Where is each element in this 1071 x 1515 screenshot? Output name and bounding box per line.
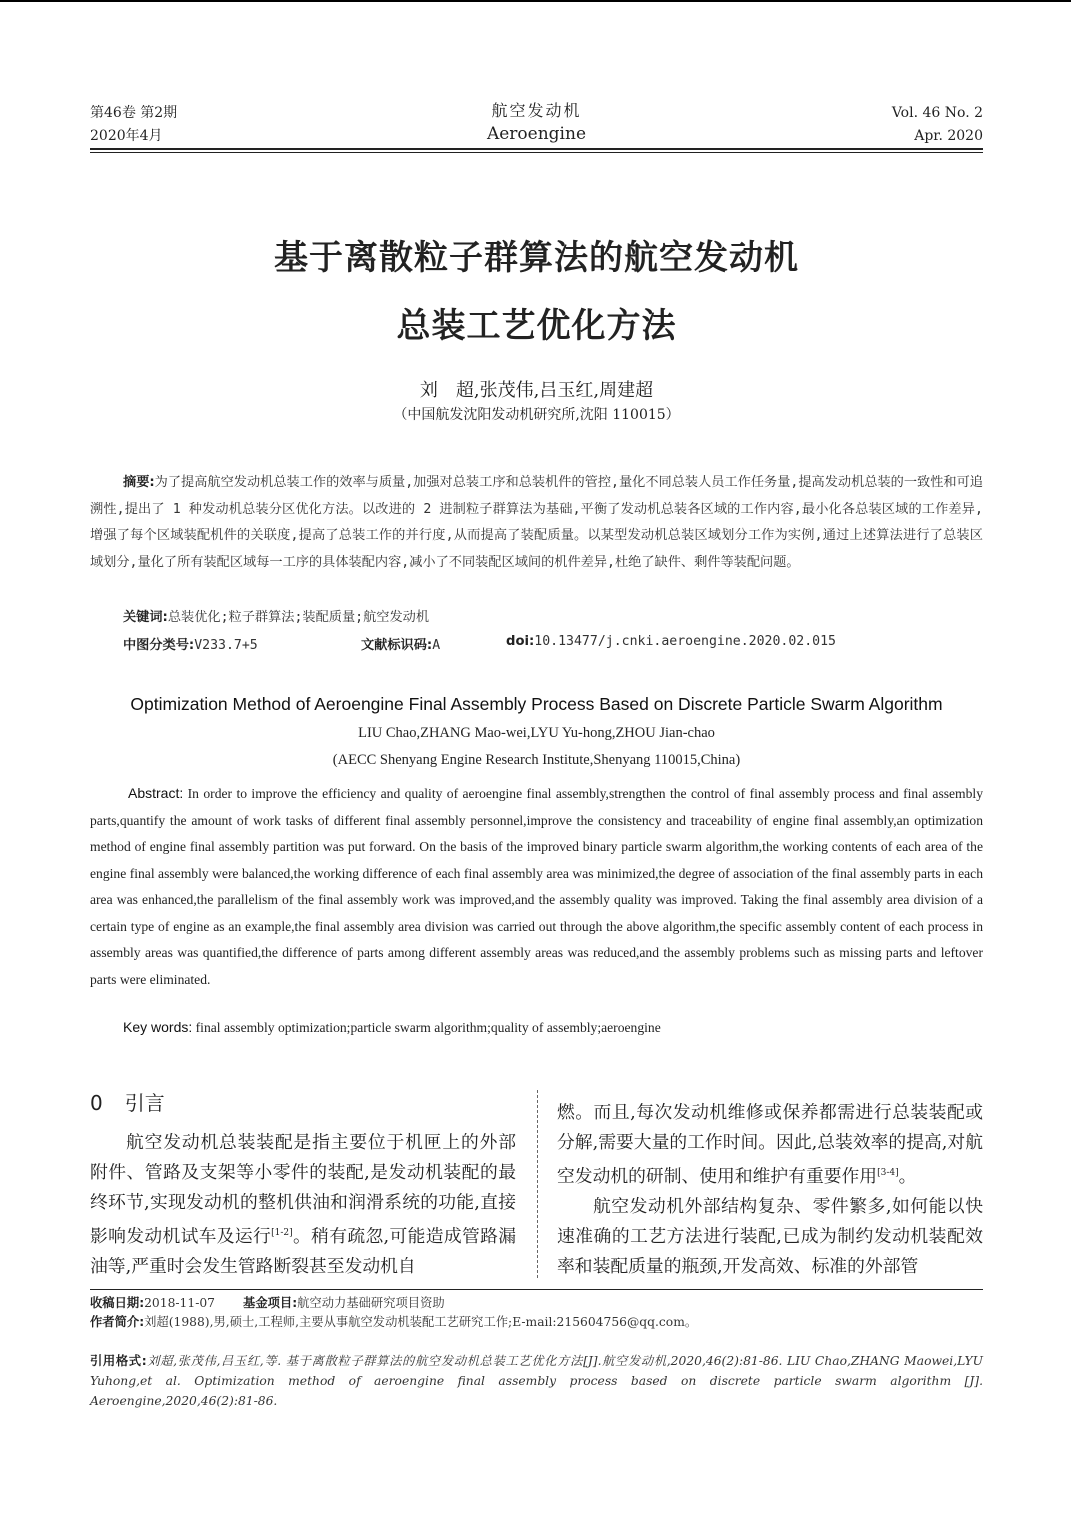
section-heading	[90, 1088, 516, 1118]
doc-code-value: A	[432, 638, 441, 653]
body-column-left	[90, 1088, 516, 1282]
journal-header	[90, 100, 983, 150]
paper-title-en: Optimization Method of Aeroengine Final Assembly Process Based on Discrete Particle Swarm Algorithm	[130, 694, 943, 714]
abstract-en-label: Abstract:	[128, 785, 184, 801]
authors-cn: 刘 超,张茂伟,吕玉红,周建超	[419, 380, 654, 401]
paper-title-line2: 总装工艺优化方法	[396, 306, 677, 346]
reference-marker[interactable]: [1-2]	[271, 1228, 293, 1238]
keywords-en	[123, 1019, 661, 1036]
authors-en: LIU Chao,ZHANG Mao-wei,LYU Yu-hong,ZHOU Jian-chao	[358, 725, 715, 741]
journal-name-cn: 航空发动机	[491, 101, 582, 120]
keywords-cn	[123, 606, 429, 625]
doc-code-label: 文献标识码:	[361, 638, 433, 653]
keywords-en-label: Key words:	[123, 1019, 193, 1035]
body-column-right	[557, 1098, 983, 1282]
doc-code-item	[361, 634, 440, 653]
footnote-received	[90, 1293, 990, 1311]
body-paragraph: 航空发动机外部结构复杂、零件繁多,如何能以快速准确的工艺方法进行装配,已成为制约发动机装配效率和装配质量的瓶颈,开发高效、标准的外部管	[557, 1195, 983, 1277]
fund-value: 航空动力基础研究项目资助	[297, 1296, 445, 1310]
section-title: 引言	[124, 1091, 165, 1115]
keywords-cn-text: 总装优化;粒子群算法;装配质量;航空发动机	[167, 610, 430, 625]
abstract-en-text: In order to improve the efficiency and quality of aeroengine final assembly,strengthen the control of final assembly process and final assembly parts,quantify the amount of work tasks of different final assembly personnel,improve the consistency and traceability of engine final assembly,an optimization method of engine final assembly partition was put forward. On the basis of the improved binary particle swarm algorithm,the working contents of each area of the engine final assembly were balanced,the working difference of each final assembly area was minimized,the degree of association of the final assembly parts in each area was enhanced,the parallelism of the final assembly work was improved,and the assembly quality was improved. Taking the final assembly area division of a certain type of engine as an example,the final assembly area division was carried out through the above algorithm,the specific assembly content of each process in assembly areas was quantified,the difference of parts among different assembly areas was reduced,and the assembly problems such as missing parts and leftover parts were eliminated.	[90, 786, 983, 987]
volume-cn: 第46卷 第2期	[90, 105, 178, 121]
abstract-cn-label: 摘要:	[123, 475, 155, 490]
volume-en: Vol. 46 No. 2	[891, 105, 983, 121]
clc-label: 中图分类号:	[123, 638, 195, 653]
section-number: 0	[90, 1091, 103, 1115]
abstract-cn-text: 为了提高航空发动机总装工作的效率与质量,加强对总装工序和总装机件的管控,量化不同总装人员工作任务量,提高发动机总装的一致性和可追溯性,提出了 1 种发动机总装分区优化方法。以改进的 2 进制粒子群算法为基础,平衡了发动机总装各区域的工作内容,最小化各总装区域的工作差异,增强了每个区域装配机件的关联度,提高了总装工作的并行度,从而提高了装配质量。以某型发动机总装区域划分工作为实例,通过上述算法进行了总装区域划分,量化了所有装配区域每一工序的具体装配内容,减小了不同装配区域间的机件差异,杜绝了缺件、剩件等装配问题。	[90, 475, 983, 570]
header-rule-thick	[90, 148, 983, 150]
body-text: 燃。而且,每次发动机维修或保养都需进行总装装配或分解,需要大量的工作时间。因此,总装效率的提高,对航空发动机的研制、使用和维护有重要作用	[557, 1102, 983, 1187]
body-text: 航空发动机总装装配是指主要位于机匣上的外部附件、管路及支架等小零件的装配,是发动机装配的最终环节,实现发动机的整机供油和润滑系统的功能,直接影响发动机试车及运行	[90, 1132, 516, 1247]
citation-text: 刘超,张茂伟,吕玉红,等. 基于离散粒子群算法的航空发动机总装工艺优化方法[J].航空发动机,2020,46(2):81-86. LIU Chao,ZHANG Maowei,LYU Yuhong,et al. Optimization method of aeroengine final assembly process based on discrete particle swarm algorithm [J]. Aeroengine,2020,46(2):81-86.	[90, 1354, 983, 1408]
doi-item	[506, 634, 836, 649]
date-cn: 2020年4月	[90, 128, 163, 144]
keywords-cn-label: 关键词:	[123, 610, 168, 625]
fund-label: 基金项目:	[243, 1296, 298, 1310]
citation-format	[90, 1351, 983, 1411]
clc-value: V233.7+5	[194, 638, 258, 653]
reference-marker[interactable]: [3-4]	[877, 1168, 899, 1178]
date-en: Apr. 2020	[914, 128, 983, 144]
body-text: 。稍有疏忽,可能造成管路漏油等,严重时会发生管路断裂甚至发动机自	[90, 1225, 516, 1277]
footnote-rule	[90, 1289, 983, 1290]
body-paragraph	[557, 1098, 983, 1192]
body-paragraph	[90, 1128, 516, 1282]
doi-value: 10.13477/j.cnki.aeroengine.2020.02.015	[534, 634, 836, 649]
journal-name-en: Aeroengine	[486, 124, 587, 144]
body-text: 。	[898, 1165, 917, 1187]
top-border	[0, 0, 1071, 2]
doi-label: doi:	[506, 634, 535, 649]
keywords-en-text: final assembly optimization;particle swarm algorithm;quality of assembly;aeroengine	[195, 1020, 661, 1035]
header-rule-thin	[90, 152, 983, 153]
author-bio-label: 作者简介:	[90, 1315, 145, 1329]
author-bio-value: 刘超(1988),男,硕士,工程师,主要从事航空发动机装配工艺研究工作;E-mail:215604756@qq.com。	[144, 1315, 698, 1329]
affiliation-en: (AECC Shenyang Engine Research Institute,Shenyang 110015,China)	[332, 752, 741, 768]
paper-title-line1: 基于离散粒子群算法的航空发动机	[274, 238, 799, 278]
received-value: 2018-11-07	[144, 1296, 216, 1310]
header-center	[90, 100, 983, 146]
abstract-en	[90, 780, 983, 993]
footnote-author	[90, 1312, 990, 1330]
clc-item	[123, 634, 258, 653]
affiliation-cn: （中国航发沈阳发动机研究所,沈阳 110015）	[393, 407, 680, 423]
header-right	[892, 102, 983, 148]
citation-label: 引用格式:	[90, 1354, 147, 1368]
column-divider	[537, 1090, 538, 1278]
abstract-cn	[90, 470, 983, 576]
received-label: 收稿日期:	[90, 1296, 145, 1310]
